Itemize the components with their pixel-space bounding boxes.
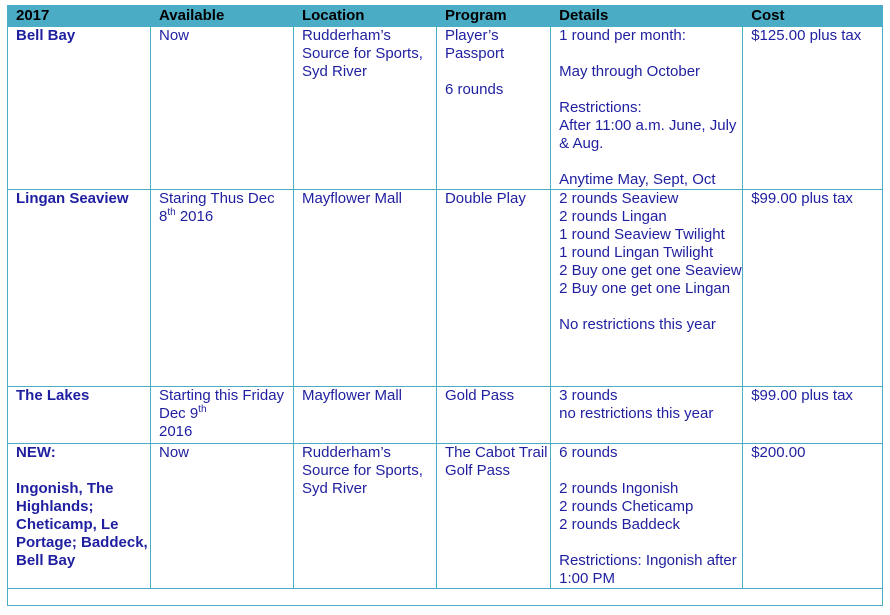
available-text: Now xyxy=(158,444,189,461)
details-cell xyxy=(551,27,743,190)
available-cell xyxy=(150,27,293,190)
program-text: Player’s Passport xyxy=(444,27,505,62)
header-cost: Cost xyxy=(743,6,883,27)
details-line: 1 round Seaview Twilight xyxy=(559,226,725,243)
course-name: Ingonish, The Highlands; Cheticamp, Le Portage; Baddeck, Bell Bay xyxy=(16,480,148,569)
details-line: 3 rounds xyxy=(559,387,618,404)
cost-cell xyxy=(743,444,883,589)
details-line: 2 Buy one get one Lingan xyxy=(559,280,731,297)
location-text: Mayflower Mall xyxy=(301,387,402,404)
available-year: 2016 xyxy=(175,208,214,225)
table-row xyxy=(8,387,883,444)
available-cell xyxy=(150,190,293,387)
details-line: Anytime May, Sept, Oct xyxy=(559,171,716,188)
header-row xyxy=(8,6,883,27)
location-text: Rudderham’s Source for Sports, Syd River xyxy=(301,27,423,80)
details-line: 2 rounds Lingan xyxy=(559,208,667,225)
program-cell xyxy=(436,27,550,190)
course-name: Bell Bay xyxy=(16,27,76,44)
cost-text: $99.00 plus tax xyxy=(751,190,853,207)
header-location: Location xyxy=(293,6,436,27)
course-cell xyxy=(8,190,151,387)
program-cell xyxy=(436,444,550,589)
available-text: Starting this Friday Dec 9 xyxy=(158,387,285,422)
program-text: Gold Pass xyxy=(444,387,515,404)
table-row xyxy=(8,444,883,589)
details-line: 2 rounds Ingonish xyxy=(559,480,679,497)
details-line xyxy=(559,462,742,480)
empty-cell xyxy=(8,589,883,606)
available-suffix: th xyxy=(198,404,207,415)
program-text: The Cabot Trail Golf Pass xyxy=(444,444,548,479)
table-row xyxy=(8,27,883,190)
details-line: No restrictions this year xyxy=(559,316,716,333)
details-line xyxy=(559,45,742,63)
available-text: Staring Thus Dec 8 xyxy=(158,190,275,225)
details-line xyxy=(559,153,742,171)
course-name: The Lakes xyxy=(16,387,90,404)
cost-text: $200.00 xyxy=(751,444,806,461)
cost-cell xyxy=(743,387,883,444)
details-line: 2 Buy one get one Seaview xyxy=(559,262,742,279)
location-cell xyxy=(293,190,436,387)
program-cell xyxy=(436,190,550,387)
details-line: Restrictions: Ingonish after 1:00 PM xyxy=(559,552,737,587)
golf-pass-table xyxy=(7,5,883,606)
details-line: 2 rounds Cheticamp xyxy=(559,498,694,515)
details-line: May through October xyxy=(559,63,701,80)
details-line xyxy=(559,81,742,99)
details-line: Restrictions: xyxy=(559,99,642,116)
details-line xyxy=(559,534,742,552)
details-line xyxy=(559,298,742,316)
course-name: Lingan Seaview xyxy=(16,190,129,207)
header-available: Available xyxy=(150,6,293,27)
details-cell xyxy=(551,190,743,387)
program-rounds: 6 rounds xyxy=(444,81,504,98)
location-text: Rudderham’s Source for Sports, Syd River xyxy=(301,444,423,497)
course-cell xyxy=(8,444,151,589)
location-cell xyxy=(293,387,436,444)
location-cell xyxy=(293,27,436,190)
available-cell xyxy=(150,444,293,589)
empty-row xyxy=(8,589,883,606)
table-row xyxy=(8,190,883,387)
header-year: 2017 xyxy=(8,6,151,27)
details-line: 1 round Lingan Twilight xyxy=(559,244,714,261)
details-line: After 11:00 a.m. June, July & Aug. xyxy=(559,117,737,152)
available-text: Now xyxy=(158,27,189,44)
course-cell xyxy=(8,387,151,444)
cost-text: $125.00 plus tax xyxy=(751,27,862,44)
program-text: Double Play xyxy=(444,190,526,207)
details-cell xyxy=(551,444,743,589)
cost-text: $99.00 plus tax xyxy=(751,387,853,404)
location-cell xyxy=(293,444,436,589)
course-new-label: NEW: xyxy=(16,444,56,461)
details-line: 6 rounds xyxy=(559,444,618,461)
details-cell xyxy=(551,387,743,444)
details-line: 1 round per month: xyxy=(559,27,686,44)
available-year: 2016 xyxy=(158,423,193,440)
available-suffix: th xyxy=(167,207,176,218)
program-cell xyxy=(436,387,550,444)
course-cell xyxy=(8,27,151,190)
details-line: 2 rounds Seaview xyxy=(559,190,679,207)
available-cell xyxy=(150,387,293,444)
location-text: Mayflower Mall xyxy=(301,190,402,207)
cost-cell xyxy=(743,27,883,190)
details-line: no restrictions this year xyxy=(559,405,714,422)
header-details: Details xyxy=(551,6,743,27)
details-line: 2 rounds Baddeck xyxy=(559,516,681,533)
cost-cell xyxy=(743,190,883,387)
header-program: Program xyxy=(436,6,550,27)
